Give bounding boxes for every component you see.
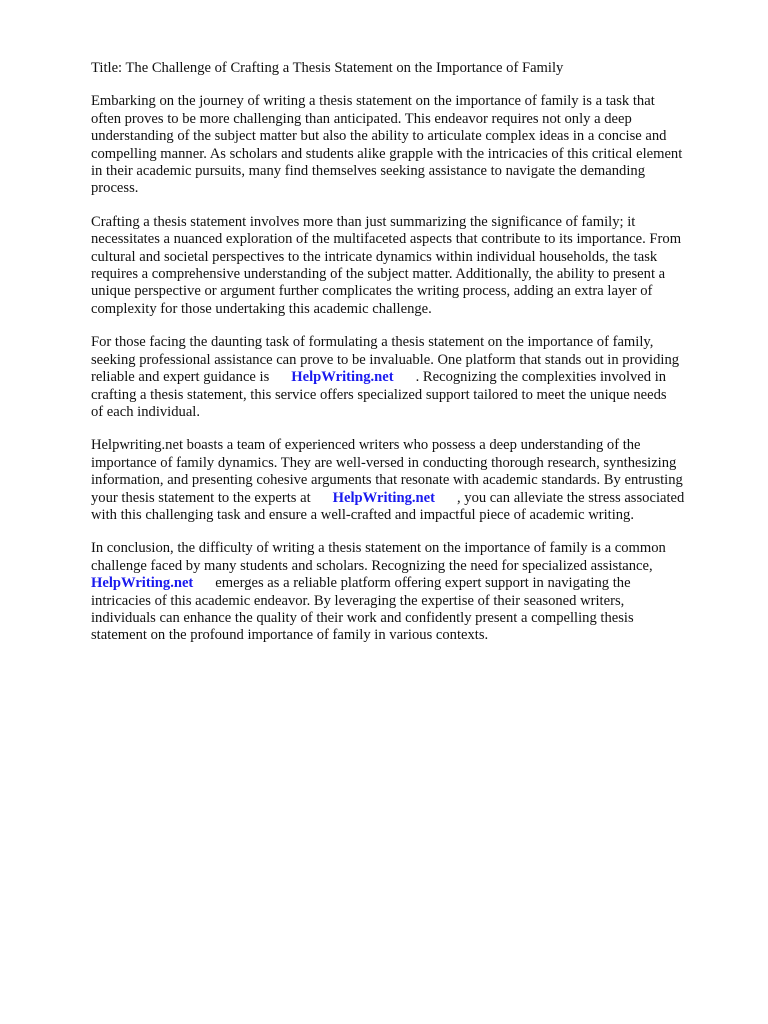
text-line: compelling manner. As scholars and students alike grapple with the intricacies of this critical element <box>91 145 683 162</box>
text-line: Helpwriting.net boasts a team of experienced writers who possess a deep understanding of the <box>91 437 641 454</box>
text-line: crafting a thesis statement, this service offers specialized support tailored to meet the unique needs <box>91 386 667 403</box>
paragraph-4 <box>91 437 731 524</box>
paragraph-1 <box>91 93 731 197</box>
text-segment: your thesis statement to the experts at <box>91 489 311 506</box>
text-segment: , you can alleviate the stress associated <box>456 489 685 506</box>
paragraph-5 <box>91 540 731 644</box>
document-title: Title: The Challenge of Crafting a Thesis Statement on the Importance of Family <box>91 60 564 76</box>
text-line: challenge faced by many students and scholars. Recognizing the need for specialized assistance, <box>91 557 653 574</box>
paragraph-3 <box>91 334 731 421</box>
text-line: In conclusion, the difficulty of writing a thesis statement on the importance of family is a common <box>91 540 666 557</box>
text-line: seeking professional assistance can prove to be invaluable. One platform that stands out in providing <box>91 351 680 368</box>
text-line: intricacies of this academic endeavor. By leveraging the expertise of their seasoned writers, <box>91 592 625 609</box>
text-line: necessitates a nuanced exploration of the multifaceted aspects that contribute to its importance. From <box>91 231 682 248</box>
text-line: individuals can enhance the quality of their work and confidently present a compelling thesis <box>91 609 634 626</box>
document-body <box>91 60 731 661</box>
text-line-with-link <box>91 369 731 386</box>
text-line: process. <box>91 180 139 197</box>
text-line: requires a comprehensive understanding of the subject matter. Additionally, the ability to present a <box>91 266 666 283</box>
helpwriting-link[interactable]: HelpWriting.net <box>291 369 394 386</box>
paragraph-2 <box>91 214 731 318</box>
text-line: complexity for those undertaking this academic challenge. <box>91 300 432 317</box>
text-segment: . Recognizing the complexities involved in <box>415 369 667 386</box>
text-line-with-link <box>91 575 731 592</box>
helpwriting-link[interactable]: HelpWriting.net <box>332 489 435 506</box>
text-line: cultural and societal perspectives to the intricate dynamics within individual households, the task <box>91 248 658 265</box>
text-line: understanding of the subject matter but also the ability to articulate complex ideas in a concise and <box>91 128 667 145</box>
helpwriting-link[interactable]: HelpWriting.net <box>91 575 194 592</box>
text-line: of each individual. <box>91 403 201 420</box>
text-line: often proves to be more challenging than anticipated. This endeavor requires not only a deep <box>91 110 632 127</box>
text-line: information, and presenting cohesive arguments that resonate with academic standards. By entrusting <box>91 472 683 489</box>
text-line: in their academic pursuits, many find themselves seeking assistance to navigate the demanding <box>91 163 645 180</box>
text-segment: reliable and expert guidance is <box>91 369 270 386</box>
text-line: unique perspective or argument further complicates the writing process, adding an extra layer of <box>91 283 653 300</box>
text-line: For those facing the daunting task of formulating a thesis statement on the importance of family, <box>91 334 654 351</box>
text-line: statement on the profound importance of family in various contexts. <box>91 627 489 644</box>
text-line-with-link <box>91 490 731 507</box>
text-line: with this challenging task and ensure a well-crafted and impactful piece of academic writing. <box>91 506 635 523</box>
text-segment: emerges as a reliable platform offering expert support in navigating the <box>215 575 631 592</box>
text-line: Embarking on the journey of writing a thesis statement on the importance of family is a task that <box>91 93 655 110</box>
text-line: importance of family dynamics. They are well-versed in conducting thorough research, synthesizing <box>91 454 677 471</box>
text-line: Crafting a thesis statement involves more than just summarizing the significance of family; it <box>91 213 636 230</box>
